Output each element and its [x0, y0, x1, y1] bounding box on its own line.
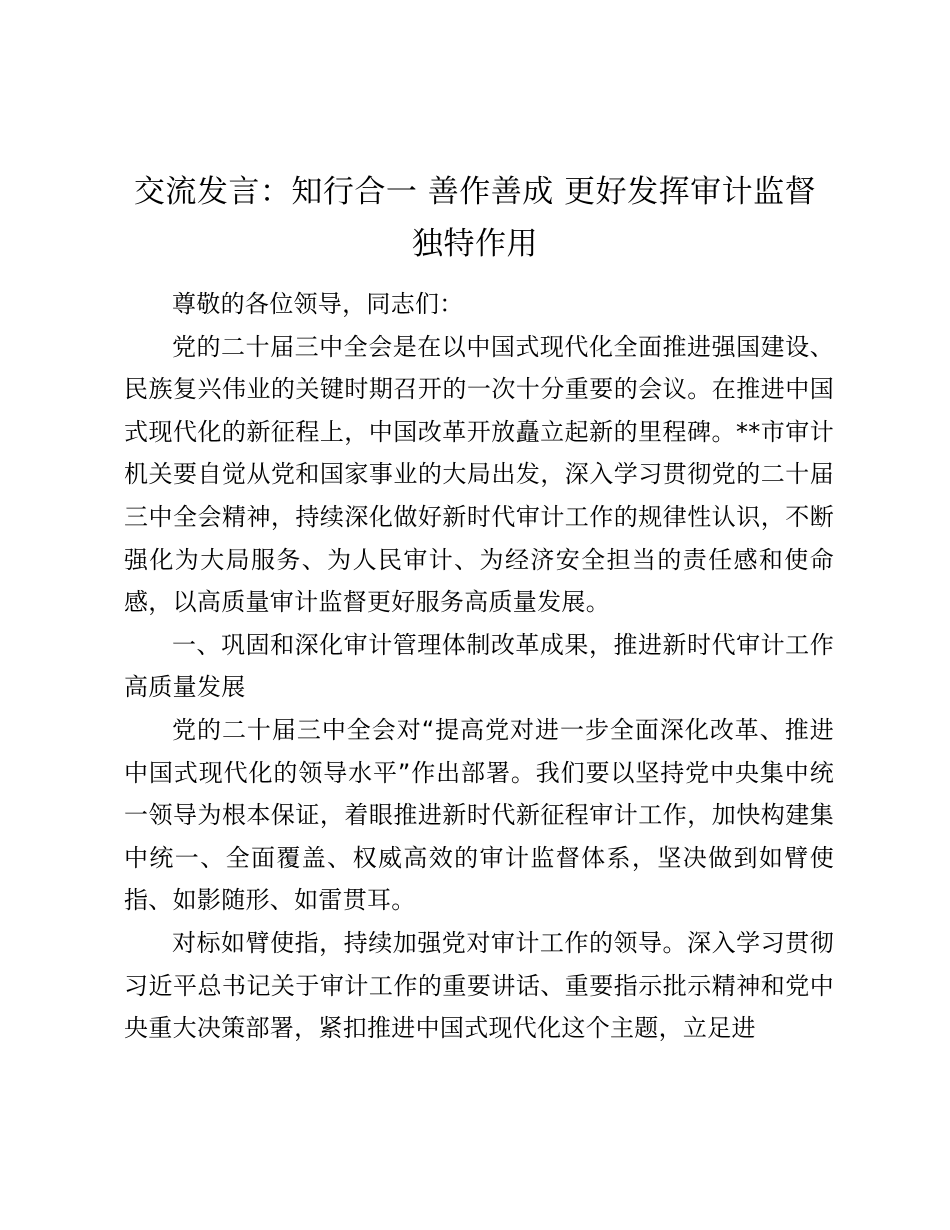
salutation: 尊敬的各位领导，同志们： [172, 290, 464, 318]
paragraph-subsection-1: 对标如臂使指，持续加强党对审计工作的领导。深入学习贯彻习近平总书记关于审计工作的重要讲话、重要指示批示精神和党中央重大决策部署，紧扣推进中国式现代化这个主题，立足进 [124, 928, 834, 1043]
document-body [124, 283, 834, 1050]
section-heading-1: 一、巩固和深化审计管理体制改革成果，推进新时代审计工作高质量发展 [124, 630, 834, 702]
paragraph-section-1: 党的二十届三中全会对“提高党对进一步全面深化改革、推进中国式现代化的领导水平”作出部署。我们要以坚持党中央集中统一领导为根本保证，着眼推进新时代新征程审计工作，加快构建集中统一、全面覆盖、权威高效的审计监督体系，坚决做到如臂使指、如影随形、如雷贯耳。 [124, 715, 834, 915]
paragraph-intro: 党的二十届三中全会是在以中国式现代化全面推进强国建设、民族复兴伟业的关键时期召开的一次十分重要的会议。在推进中国式现代化的新征程上，中国改革开放矗立起新的里程碑。**市审计机关要自觉从党和国家事业的大局出发，深入学习贯彻党的二十届三中全会精神，持续深化做好新时代审计工作的规律性认识，不断强化为大局服务、为人民审计、为经济安全担当的责任感和使命感，以高质量审计监督更好服务高质量发展。 [124, 332, 834, 617]
document-title: 交流发言：知行合一 善作善成 更好发挥审计监督独特作用 [133, 174, 817, 262]
